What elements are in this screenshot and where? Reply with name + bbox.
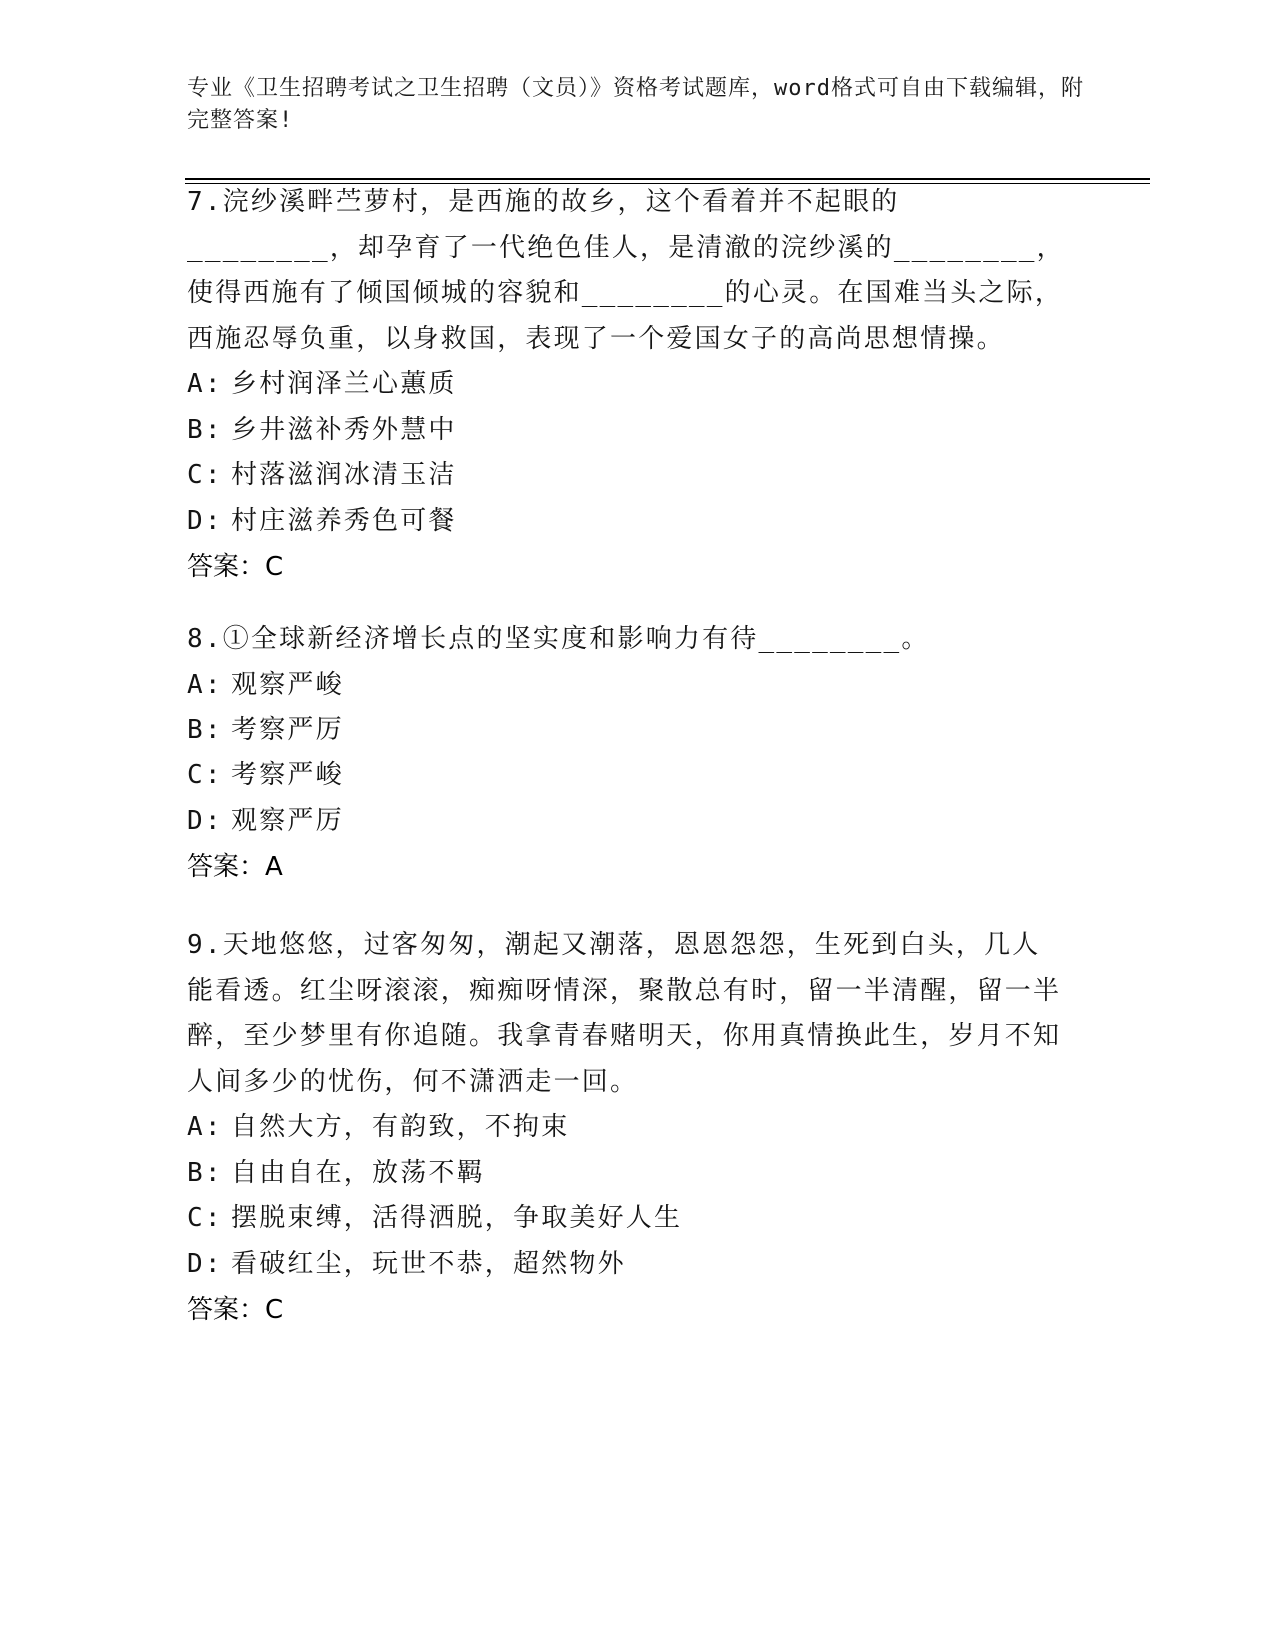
option-letter: B:: [187, 414, 223, 445]
option-text: 看破红尘，玩世不恭，超然物外: [231, 1248, 626, 1279]
question-stem: 9.天地悠悠，过客匆匆，潮起又潮落，恩恩怨怨，生死到白头，几人能看透。红尘呀滚滚，痴痴呀情深，聚散总有时，留一半清醒，留一半醉，至少梦里有你追随。我拿青春赌明天，你用真情换此生，岁月不知人间多少的忧伤，何不潇洒走一回。: [187, 930, 1062, 1097]
option-text: 自由自在，放荡不羁: [231, 1157, 485, 1188]
option-list: [187, 663, 1067, 845]
option-c: [187, 453, 1067, 498]
option-letter: C:: [187, 460, 223, 491]
option-text: 考察严厉: [231, 715, 344, 745]
option-letter: D:: [187, 1248, 223, 1279]
option-letter: A:: [187, 1112, 223, 1143]
option-text: 观察严峻: [231, 669, 344, 700]
question-stem: 8.①全球新经济增长点的坚实度和影响力有待________。: [187, 624, 930, 654]
option-text: 观察严厉: [231, 805, 344, 836]
question-9: [187, 923, 1067, 1333]
option-letter: B:: [187, 715, 223, 745]
answer-label: 答案：C: [187, 1295, 284, 1325]
answer-label: 答案：A: [187, 852, 283, 883]
question-stem: 7.浣纱溪畔苎萝村，是西施的故乡，这个看着并不起眼的________，却孕育了一代绝色佳人，是清澈的浣纱溪的________，使得西施有了倾国倾城的容貌和________的心灵。在国难当头之际，西施忍辱负重，以身救国，表现了一个爱国女子的高尚思想情操。: [187, 187, 1065, 354]
option-c: [187, 753, 1067, 798]
option-d: [187, 499, 1067, 544]
document-header: 专业《卫生招聘考试之卫生招聘（文员）》资格考试题库，word格式可自由下载编辑，附完整答案!: [187, 76, 1084, 133]
option-letter: B:: [187, 1157, 223, 1188]
option-list: [187, 362, 1067, 544]
option-text: 乡村润泽兰心蕙质: [231, 369, 457, 400]
option-a: [187, 362, 1067, 407]
option-text: 摆脱束缚，活得洒脱，争取美好人生: [231, 1203, 683, 1234]
option-c: [187, 1196, 1067, 1241]
option-letter: D:: [187, 505, 223, 536]
option-a: [187, 1105, 1067, 1150]
option-text: 自然大方，有韵致，不拘束: [231, 1112, 570, 1143]
answer-label: 答案：C: [187, 552, 284, 582]
option-b: [187, 1151, 1067, 1196]
option-text: 乡井滋补秀外慧中: [231, 414, 457, 445]
option-letter: A:: [187, 669, 223, 700]
option-letter: C:: [187, 1203, 223, 1234]
option-b: [187, 708, 1067, 753]
option-text: 村庄滋养秀色可餐: [231, 505, 457, 536]
question-8: [187, 617, 1067, 890]
option-d: [187, 1242, 1067, 1287]
question-7: [187, 180, 1067, 590]
option-text: 村落滋润冰清玉洁: [231, 460, 457, 491]
option-d: [187, 799, 1067, 844]
option-letter: A:: [187, 369, 223, 400]
option-letter: D:: [187, 805, 223, 836]
option-letter: C:: [187, 760, 223, 791]
option-b: [187, 408, 1067, 453]
option-text: 考察严峻: [231, 760, 344, 791]
option-list: [187, 1105, 1067, 1287]
option-a: [187, 663, 1067, 708]
